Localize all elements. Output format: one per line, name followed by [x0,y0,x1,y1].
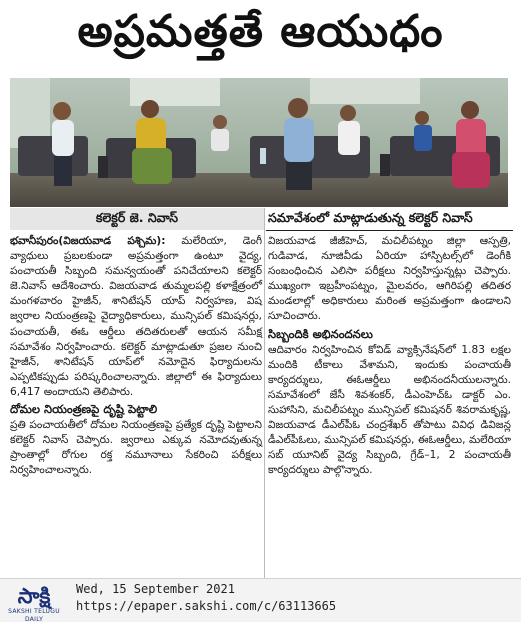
article-right-column [268,234,511,478]
logo-tagline: SAKSHI TELUGU DAILY [8,608,60,623]
paragraph [10,234,262,400]
logo-text: సాక్షి [17,584,51,608]
source-link[interactable]: https://epaper.sakshi.com/c/63113665 [76,599,337,613]
sakshi-logo [4,584,64,623]
subheading: సిబ్బందికి అభినందనలు [268,326,373,341]
dateline: భవానీపురం(విజయవాడ పశ్చిమ): [10,235,166,247]
article-left-column [10,234,262,478]
publish-date: Wed, 15 September 2021 [76,582,235,596]
photo-caption: కలెక్టర్‌ జె. నివాస్‌ [10,208,264,230]
column-divider [264,208,265,578]
right-caption: సమావేశంలో మాట్లాడుతున్న కలెక్టర్‌ నివాస్‌ [266,208,513,231]
headline: అప్రమత్తతే ఆయుధం [77,6,444,57]
paragraph-text: విజయవాడ జీజీహెచ్‌, మచిలీపట్నం జిల్లా ఆస్పత్రి, గుడివాడ, నూజివీడు ఏరియా హాస్పిటల్స్‌లో డెంగీకి సంబంధించిన ఎలిసా పరీక్షలు నిర్వహిస్తున్నట్లు చెప్పారు. ముఖ్యంగా ఇబ్రహీంపట్నం, మైలవరం, ఆగిరిపల్లి తదితర మండలాల్లో అధికారులు మరింత అప్రమత్తంగా ఉండాలని సూచించారు. [268,235,511,323]
subheading: దోమల నియంత్రణపై దృష్టి పెట్టాలి [10,402,158,417]
news-photo [10,78,508,207]
paragraph-text: మలేరియా, డెంగీ వ్యాధులు ప్రబలకుండా అప్రమత్తంగా ఉంటూ వైద్య, పంచాయతీ సిబ్బంది సమన్వయంతో పనిచేయాలని కలెక్టర్‌ జె.నివాస్‌ ఆదేశించారు. విజయవాడ తుమ్మలపల్లి కళాక్షేత్రంలో మంగళవారం హైజీన్‌, శానిటేషన్‌ యాప్‌ నిర్వహణ, విష జ్వరాల నియంత్రణపై వైద్యాధికారులు, మున్సిపల్‌ కమిషనర్లు, పంచాయతీ, ఈఓ ఆర్డీలు తదితరులతో ఆయన సమీక్ష సమావేశం నిర్వహించారు. కలెక్టర్‌ మాట్లాడుతూ ప్రజల నుంచి హైజీన్‌, శానిటేషన్‌ యాప్‌లో నమోదైన ఫిర్యాదులను ఎప్పటికప్పుడు పరిష్కరించాలన్నారు. జిల్లాలో ఈ ఫిర్యాదులు 6,417 అందాయని తెలిపారు. [10,235,262,398]
footer-bar [0,578,521,622]
paragraph-text: ఆదివారం నిర్వహించిన కోవిడ్‌ వ్యాక్సినేషన్‌లో 1.83 లక్షల మందికి టీకాలు వేశామని, ఇందుకు పంచాయతీ కార్యదర్శులు, ఈఓఆర్డీలు అభినందనీయులన్నారు. సమావేశంలో జేసీ శివశంకర్‌, డీఎంహెచ్‌ఓ డాక్టర్‌ ఎం. సుహాసిని, మచిలీపట్నం మున్సిపల్‌ కమిషనర్‌ శివరామకృష్ణ, విజయవాడ డీఎల్‌పీఓ చంద్రశేఖర్‌ తోపాటు వివిధ డివిజన్ల డీఎల్‌పీఓలు, మున్సిపల్‌ కమిషనర్లు, ఈఓఆర్డీలు, మలేరియా సబ్‌ యూనిట్‌ వైద్య సిబ్బంది, గ్రేడ్‌–1, 2 పంచాయతీ కార్యదర్శులు పాల్గొన్నారు. [268,343,511,477]
paragraph-text: ప్రతి పంచాయతీలో దోమల నియంత్రణపై ప్రత్యేక దృష్టి పెట్టాలని కలెక్టర్‌ నివాస్‌ చెప్పారు. జ్వరాలు ఎక్కువ నమోదవుతున్న ప్రాంతాల్లో రోగుల రక్త నమూనాలు సేకరించి పరీక్షలు నిర్వహించాలన్నారు. [10,419,262,477]
